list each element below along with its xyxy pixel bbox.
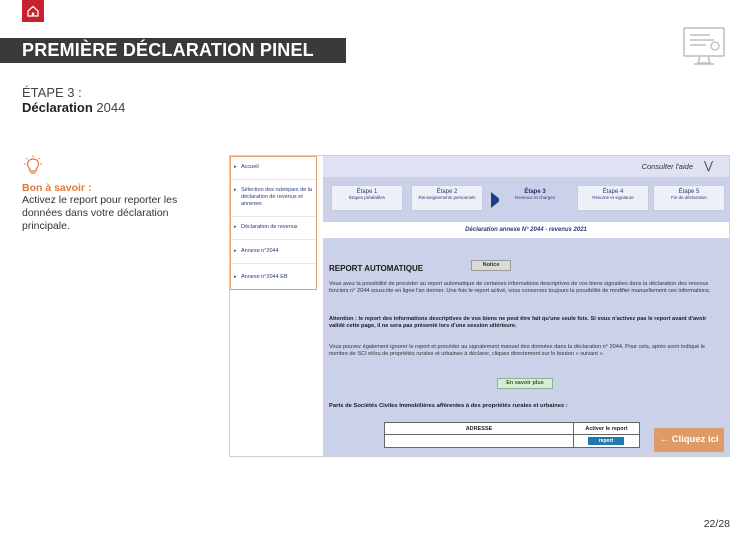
sidenav-item-annexe-2044-eb[interactable]: ▸ Annexe n°2044 EB (231, 274, 316, 281)
en-savoir-plus-button[interactable]: En savoir plus (497, 378, 553, 389)
cliquez-ici-label: Cliquez ici (671, 434, 719, 445)
notice-button[interactable]: Notice (471, 260, 511, 271)
help-bar (323, 156, 729, 177)
sidenav-item-annexe-2044[interactable]: ▸ Annexe n°2044 (231, 248, 316, 255)
step-label: ÉTAPE 3 : (22, 85, 82, 100)
step-2-number: Étape 2 (436, 189, 458, 195)
report-paragraph-warning: Attention : le report des informations descriptives de vos biens ne peut être fait qu'une seule fois. Si vous n'activez pas le report avant d'avoir validé cette page, il ne sera pas présenté lors d'une session ultérieure. (329, 316, 707, 329)
report-title: REPORT AUTOMATIQUE (329, 264, 424, 273)
tip-text: Activez le report pour reporter les données dans votre déclaration principale. (22, 194, 178, 232)
step-subtitle-bold: Déclaration (22, 100, 93, 115)
step-2-label: Renseignements personnels (418, 195, 476, 200)
tip-title: Bon à savoir : (22, 182, 92, 194)
sidenav-divider (231, 216, 316, 217)
report-paragraph-1: Vous avez la possibilité de procéder au report automatique de certaines informations descriptives de vos biens signalées dans la déclaration des revenus fonciers n° 2044 souscrite en ligne l'an dernier. Une fois le report activé, vous conservez toujours la possibilité de modifier manuellement ces informations. (329, 281, 711, 294)
sci-parts-title: Parts de Sociétés Civiles Immobilières afférentes à des propriétés rurales et urbaines : (329, 403, 568, 409)
home-icon[interactable] (22, 0, 44, 22)
declaration-band-title: Déclaration annexe N° 2044 - revenus 2021 (323, 222, 729, 238)
column-header-activer: Activer le report (574, 423, 639, 435)
table-cell-adresse (385, 435, 574, 447)
sidenav-item-selection-rubriques[interactable]: ▸ Sélection des rubriques de la déclaration de revenus et annexes (231, 187, 316, 208)
report-paragraph-3: Vous pouvez également ignorer le report et procéder au signalement manuel des données dans la déclaration n° 2044. Pour cela, après avoir indiqué le nombre de SCI et/ou de propriétés rurales et urbaines à déclarer, cliquez directement sur le bouton « suivant ». (329, 344, 706, 357)
sci-table (384, 422, 640, 448)
monitor-settings-icon (680, 22, 728, 70)
sidenav-divider (231, 239, 316, 240)
page-number: 22/28 (703, 518, 730, 530)
cliquez-ici-button[interactable] (654, 428, 724, 452)
step-3-label: Revenus et charges (514, 195, 556, 200)
step-1 (331, 185, 403, 211)
step-5-number: Étape 5 (678, 189, 700, 195)
step-4-label: Résumé et signature (592, 195, 634, 200)
main-panel (323, 156, 729, 456)
step-3 (499, 185, 571, 211)
page-title: PREMIÈRE DÉCLARATION PINEL (0, 38, 346, 63)
sidenav-item-declaration-revenus[interactable]: ▸ Déclaration de revenus (231, 224, 316, 231)
sidenav-item-accueil[interactable]: ▸ Accueil (231, 164, 316, 171)
step-subtitle (22, 100, 125, 115)
step-1-number: Étape 1 (356, 189, 378, 195)
embedded-screenshot (229, 155, 730, 457)
report-button[interactable]: report (588, 437, 624, 445)
step-1-label: Étapes préalables (348, 195, 386, 200)
step-4-number: Étape 4 (602, 189, 624, 195)
step-4 (577, 185, 649, 211)
column-header-adresse: ADRESSE (385, 423, 574, 435)
step-5 (653, 185, 725, 211)
step-subtitle-rest: 2044 (92, 100, 126, 115)
step-3-number: Étape 3 (524, 189, 546, 195)
arrow-left-icon: ← (659, 434, 669, 445)
sidenav-divider (231, 179, 316, 180)
report-content (323, 246, 729, 456)
steps-progress (323, 177, 729, 215)
sidenav-divider (231, 263, 316, 264)
side-navigation (230, 156, 317, 290)
consult-help-link[interactable]: Consulter l'aide (641, 162, 693, 171)
chevron-down-icon[interactable]: ⋁ (703, 160, 713, 172)
step-5-label: Fin de déclaration (671, 195, 707, 200)
step-2 (411, 185, 483, 211)
lightbulb-icon (22, 155, 44, 177)
